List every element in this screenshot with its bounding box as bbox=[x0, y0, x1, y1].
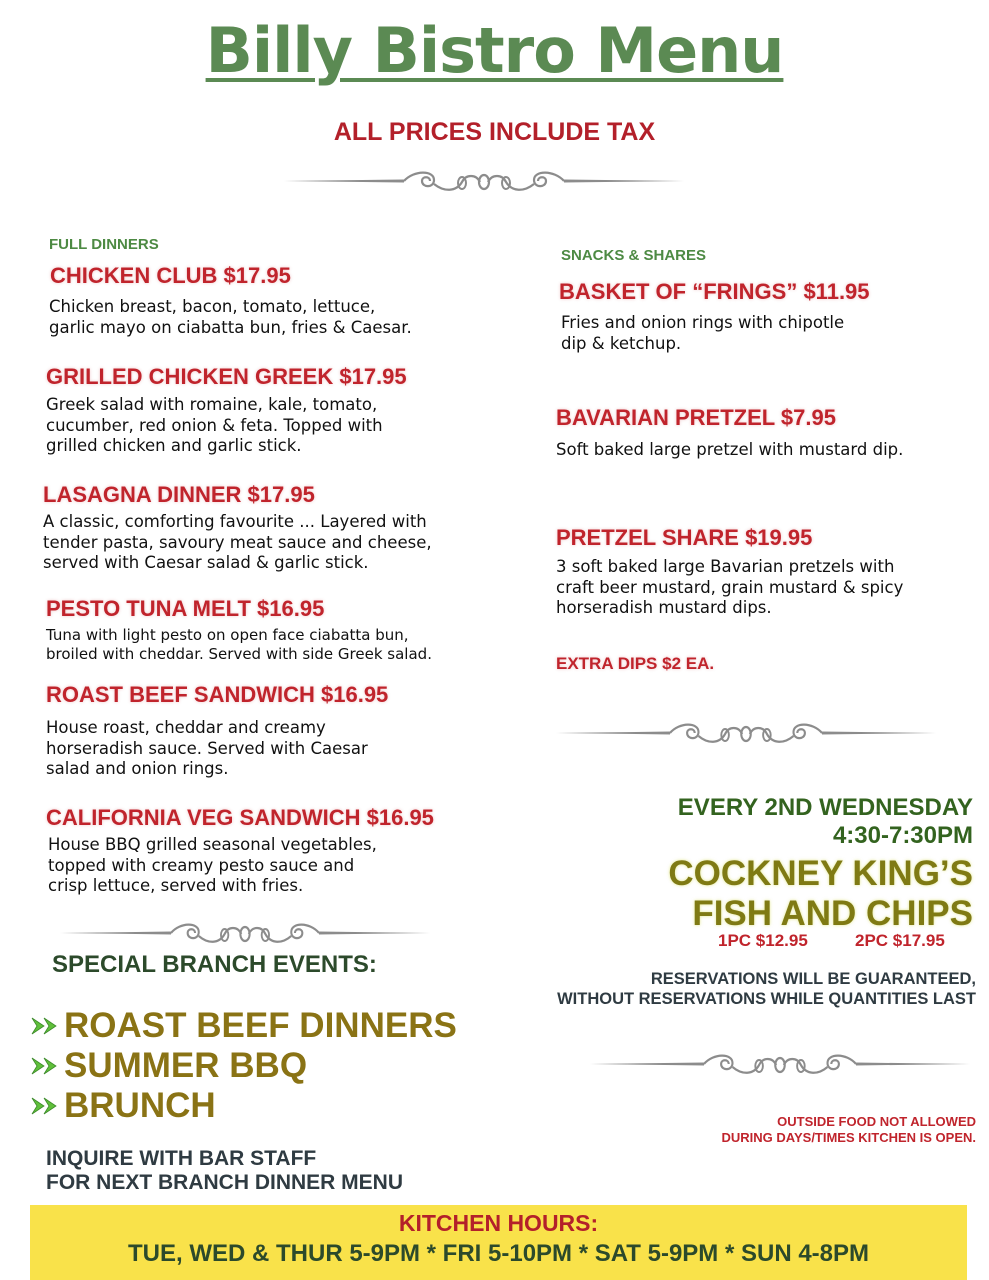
desc-line: dip & ketchup. bbox=[561, 333, 682, 353]
outside-food-notice bbox=[600, 1114, 976, 1145]
desc-line: garlic mayo on ciabatta bun, fries & Caesar. bbox=[49, 317, 412, 337]
item-title: CALIFORNIA VEG SANDWICH $16.95 bbox=[46, 805, 434, 830]
promo-name: FISH AND CHIPS bbox=[692, 894, 973, 933]
ornament-divider bbox=[60, 918, 430, 948]
notice-line: DURING DAYS/TIMES KITCHEN IS OPEN. bbox=[721, 1129, 976, 1145]
menu-item bbox=[50, 263, 291, 289]
event-label: ROAST BEEF DINNERS bbox=[64, 1006, 457, 1045]
promo-name: COCKNEY KING’S bbox=[668, 854, 973, 893]
item-description bbox=[556, 557, 903, 619]
desc-line: salad and onion rings. bbox=[46, 759, 229, 778]
item-description bbox=[556, 440, 903, 461]
desc-line: craft beer mustard, grain mustard & spicy bbox=[556, 577, 904, 597]
kitchen-hours-banner bbox=[30, 1205, 967, 1280]
item-description bbox=[49, 297, 412, 338]
inquire-line: INQUIRE WITH BAR STAFF bbox=[46, 1147, 317, 1170]
promo-schedule: EVERY 2ND WEDNESDAY bbox=[677, 794, 973, 821]
reservation-line: WITHOUT RESERVATIONS WHILE QUANTITIES LAST bbox=[557, 989, 976, 1008]
kitchen-hours-title: KITCHEN HOURS: bbox=[398, 1210, 599, 1236]
desc-line: tender pasta, savoury meat sauce and cheese, bbox=[43, 532, 432, 552]
ornament-divider bbox=[590, 1049, 970, 1079]
inquire-note bbox=[46, 1147, 403, 1195]
section-label-snacks: SNACKS & SHARES bbox=[561, 247, 707, 264]
event-label: BRUNCH bbox=[64, 1086, 216, 1125]
desc-line: broiled with cheddar. Served with side Greek salad. bbox=[46, 645, 432, 663]
promo-price: 2PC $17.95 bbox=[855, 931, 945, 950]
event-item bbox=[30, 1006, 457, 1046]
desc-line: House BBQ grilled seasonal vegetables, bbox=[48, 835, 377, 854]
desc-line: House roast, cheddar and creamy bbox=[46, 718, 326, 737]
item-title: PESTO TUNA MELT $16.95 bbox=[46, 596, 325, 621]
fish-chips-promo bbox=[600, 794, 973, 934]
reservation-line: RESERVATIONS WILL BE GUARANTEED, bbox=[650, 970, 976, 988]
item-description bbox=[46, 718, 368, 780]
inquire-line: FOR NEXT BRANCH DINNER MENU bbox=[46, 1171, 403, 1194]
promo-time: 4:30-7:30PM bbox=[832, 822, 973, 849]
double-chevron-icon bbox=[30, 1015, 62, 1037]
double-chevron-icon bbox=[30, 1055, 62, 1077]
desc-line: topped with creamy pesto sauce and bbox=[48, 855, 355, 875]
desc-line: served with Caesar salad & garlic stick. bbox=[43, 553, 369, 572]
event-item bbox=[30, 1046, 457, 1086]
desc-line: crisp lettuce, served with fries. bbox=[48, 876, 304, 895]
item-title: LASAGNA DINNER $17.95 bbox=[43, 482, 315, 507]
desc-line: Greek salad with romaine, kale, tomato, bbox=[46, 395, 378, 414]
item-title: BAVARIAN PRETZEL $7.95 bbox=[556, 405, 836, 430]
section-label-full-dinners: FULL DINNERS bbox=[49, 236, 159, 253]
desc-line: horseradish sauce. Served with Caesar bbox=[46, 738, 368, 758]
kitchen-hours-text: TUE, WED & THUR 5-9PM * FRI 5-10PM * SAT 5-9PM * SUN 4-8PM bbox=[128, 1240, 869, 1267]
desc-line: Soft baked large pretzel with mustard dip. bbox=[556, 440, 904, 459]
reservation-note bbox=[500, 970, 976, 1009]
item-title: CHICKEN CLUB $17.95 bbox=[50, 263, 291, 288]
ornament-divider bbox=[556, 718, 936, 748]
extra-dips-note: EXTRA DIPS $2 EA. bbox=[556, 654, 715, 673]
item-description bbox=[46, 626, 432, 664]
promo-price: 1PC $12.95 bbox=[718, 931, 808, 950]
desc-line: 3 soft baked large Bavarian pretzels with bbox=[556, 557, 895, 576]
notice-line: OUTSIDE FOOD NOT ALLOWED bbox=[777, 1114, 976, 1129]
item-title: BASKET OF “FRINGS” $11.95 bbox=[559, 279, 870, 304]
desc-line: Fries and onion rings with chipotle bbox=[561, 313, 845, 332]
item-description bbox=[561, 313, 844, 354]
events-heading: SPECIAL BRANCH EVENTS: bbox=[52, 951, 377, 978]
item-description bbox=[46, 395, 383, 457]
ornament-divider bbox=[284, 166, 684, 196]
desc-line: Tuna with light pesto on open face ciabatta bun, bbox=[46, 626, 409, 644]
desc-line: Chicken breast, bacon, tomato, lettuce, bbox=[49, 297, 376, 316]
desc-line: A classic, comforting favourite ... Layered with bbox=[43, 512, 427, 531]
events-list bbox=[30, 1006, 457, 1126]
double-chevron-icon bbox=[30, 1095, 62, 1117]
event-item bbox=[30, 1086, 457, 1126]
event-label: SUMMER BBQ bbox=[64, 1046, 308, 1085]
desc-line: grilled chicken and garlic stick. bbox=[46, 436, 302, 455]
page-title: Billy Bistro Menu bbox=[205, 14, 784, 87]
desc-line: horseradish mustard dips. bbox=[556, 598, 772, 617]
item-title: GRILLED CHICKEN GREEK $17.95 bbox=[46, 364, 407, 389]
desc-line: cucumber, red onion & feta. Topped with bbox=[46, 415, 383, 435]
item-title: ROAST BEEF SANDWICH $16.95 bbox=[46, 682, 389, 707]
item-description bbox=[43, 512, 432, 574]
tax-note: ALL PRICES INCLUDE TAX bbox=[333, 118, 656, 146]
item-title: PRETZEL SHARE $19.95 bbox=[556, 525, 813, 550]
item-description bbox=[48, 835, 377, 897]
